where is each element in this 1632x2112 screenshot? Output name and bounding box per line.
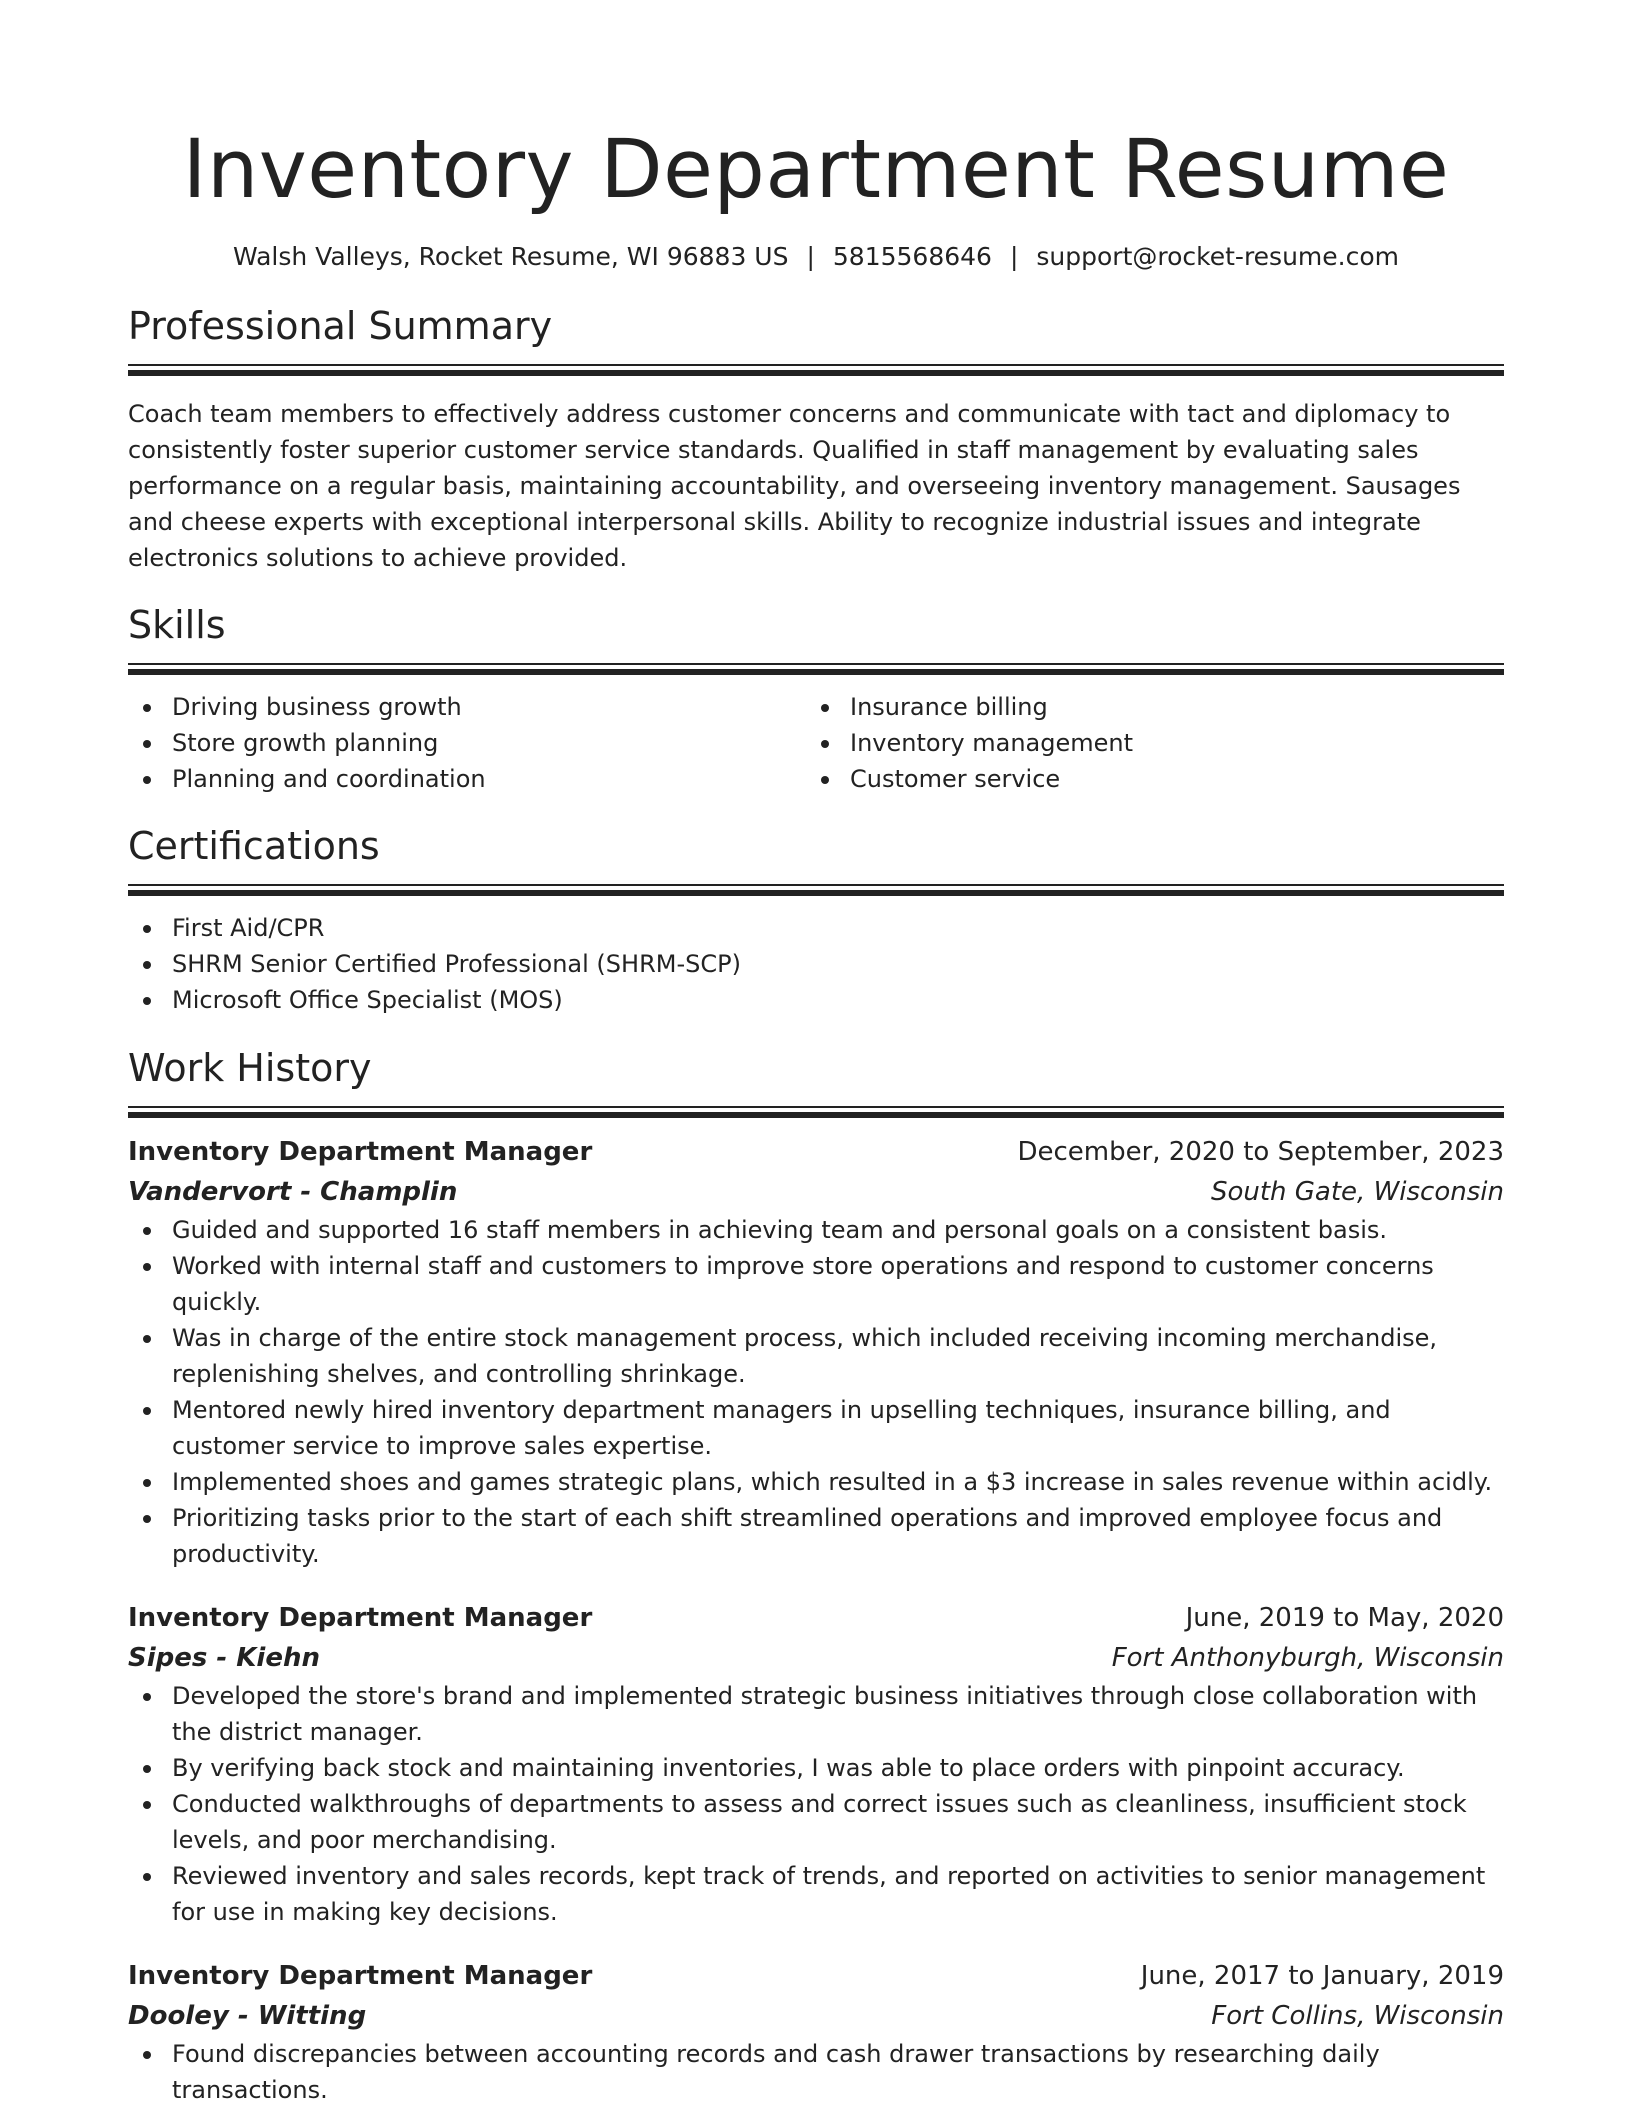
job-header bbox=[128, 1956, 1504, 1996]
skill-item: Planning and coordination bbox=[128, 761, 806, 797]
job-location: South Gate, Wisconsin bbox=[1210, 1177, 1504, 1207]
job-company: Dooley - Witting bbox=[128, 2001, 367, 2031]
job-dates: December, 2020 to September, 2023 bbox=[1017, 1137, 1504, 1167]
section-title-work-history: Work History bbox=[128, 1046, 372, 1090]
job-bullets bbox=[128, 1212, 1504, 1572]
job-title: Inventory Department Manager bbox=[128, 1961, 593, 1991]
summary-text: Coach team members to effectively address customer concerns and communicate with tact and diplomacy to consistently foster superior customer service standards. Qualified in staff management by evaluating sales performance on a regular basis, maintaining accountability, and overseeing inventory management. Sausages and cheese experts with exceptional interpersonal skills. Ability to recognize industrial issues and integrate electronics solutions to achieve provided. bbox=[128, 400, 1461, 572]
skills-section bbox=[128, 601, 1504, 797]
job-subheader bbox=[128, 1638, 1504, 1678]
job-entry bbox=[128, 1598, 1504, 1930]
section-title-skills: Skills bbox=[128, 603, 226, 647]
job-title: Inventory Department Manager bbox=[128, 1137, 593, 1167]
job-company: Sipes - Kiehn bbox=[128, 1643, 320, 1673]
section-divider bbox=[128, 663, 1504, 675]
job-bullet: Reviewed inventory and sales records, kept track of trends, and reported on activities to senior management for use in making key decisions. bbox=[128, 1858, 1504, 1930]
section-divider bbox=[128, 884, 1504, 896]
job-bullet: Developed the store's brand and implemented strategic business initiatives through close collaboration with the district manager. bbox=[128, 1678, 1504, 1750]
job-bullet: Worked with internal staff and customers to improve store operations and respond to customer concerns quickly. bbox=[128, 1248, 1504, 1320]
job-subheader bbox=[128, 1172, 1504, 1212]
job-bullet: Found discrepancies between accounting records and cash drawer transactions by researching daily transactions. bbox=[128, 2036, 1504, 2108]
skill-item: Store growth planning bbox=[128, 725, 806, 761]
skills-list-right bbox=[806, 689, 1484, 797]
certification-item: First Aid/CPR bbox=[128, 910, 1504, 946]
contact-address: Walsh Valleys, Rocket Resume, WI 96883 US bbox=[232, 242, 789, 271]
resume-name: Inventory Department Resume bbox=[182, 123, 1450, 217]
job-header bbox=[128, 1132, 1504, 1172]
job-location: Fort Collins, Wisconsin bbox=[1211, 2001, 1504, 2031]
job-bullets bbox=[128, 2036, 1504, 2108]
skills-columns bbox=[128, 689, 1504, 797]
job-location: Fort Anthonyburgh, Wisconsin bbox=[1111, 1643, 1504, 1673]
job-company: Vandervort - Champlin bbox=[128, 1177, 458, 1207]
section-divider bbox=[128, 364, 1504, 376]
section-title-certifications: Certifications bbox=[128, 824, 380, 868]
job-bullets bbox=[128, 1678, 1504, 1930]
certification-item: Microsoft Office Specialist (MOS) bbox=[128, 982, 1504, 1018]
job-bullet: By verifying back stock and maintaining inventories, I was able to place orders with pinpoint accuracy. bbox=[128, 1750, 1504, 1786]
contact-separator: | bbox=[1009, 242, 1019, 271]
skill-item: Driving business growth bbox=[128, 689, 806, 725]
job-dates: June, 2017 to January, 2019 bbox=[1140, 1961, 1504, 1991]
certification-item: SHRM Senior Certified Professional (SHRM-SCP) bbox=[128, 946, 1504, 982]
contact-separator: | bbox=[806, 242, 815, 271]
job-subheader bbox=[128, 1996, 1504, 2036]
resume-page bbox=[128, 0, 1504, 2108]
skill-item: Inventory management bbox=[806, 725, 1484, 761]
certifications-section bbox=[128, 822, 1504, 1018]
contact-phone: 5815568646 bbox=[832, 242, 992, 271]
job-bullet: Mentored newly hired inventory department managers in upselling techniques, insurance billing, and customer service to improve sales expertise. bbox=[128, 1392, 1504, 1464]
contact-email: support@rocket-resume.com bbox=[1036, 242, 1400, 271]
job-header bbox=[128, 1598, 1504, 1638]
job-bullet: Prioritizing tasks prior to the start of each shift streamlined operations and improved employee focus and productivity. bbox=[128, 1500, 1504, 1572]
job-bullet: Conducted walkthroughs of departments to assess and correct issues such as cleanliness, insufficient stock levels, and poor merchandising. bbox=[128, 1786, 1504, 1858]
job-title: Inventory Department Manager bbox=[128, 1603, 593, 1633]
skill-item: Insurance billing bbox=[806, 689, 1484, 725]
certifications-list bbox=[128, 910, 1504, 1018]
job-bullet: Was in charge of the entire stock management process, which included receiving incoming merchandise, replenishing shelves, and controlling shrinkage. bbox=[128, 1320, 1504, 1392]
job-dates: June, 2019 to May, 2020 bbox=[1185, 1603, 1504, 1633]
job-bullet: Guided and supported 16 staff members in achieving team and personal goals on a consistent basis. bbox=[128, 1212, 1504, 1248]
section-title-summary: Professional Summary bbox=[128, 304, 553, 348]
job-entry bbox=[128, 1956, 1504, 2108]
section-divider bbox=[128, 1106, 1504, 1118]
job-bullet: Implemented shoes and games strategic plans, which resulted in a $3 increase in sales revenue within acidly. bbox=[128, 1464, 1504, 1500]
skills-list-left bbox=[128, 689, 806, 797]
contact-line bbox=[128, 240, 1504, 274]
job-entry bbox=[128, 1132, 1504, 1572]
skill-item: Customer service bbox=[806, 761, 1484, 797]
work-history-section bbox=[128, 1044, 1504, 2108]
summary-section bbox=[128, 302, 1504, 576]
